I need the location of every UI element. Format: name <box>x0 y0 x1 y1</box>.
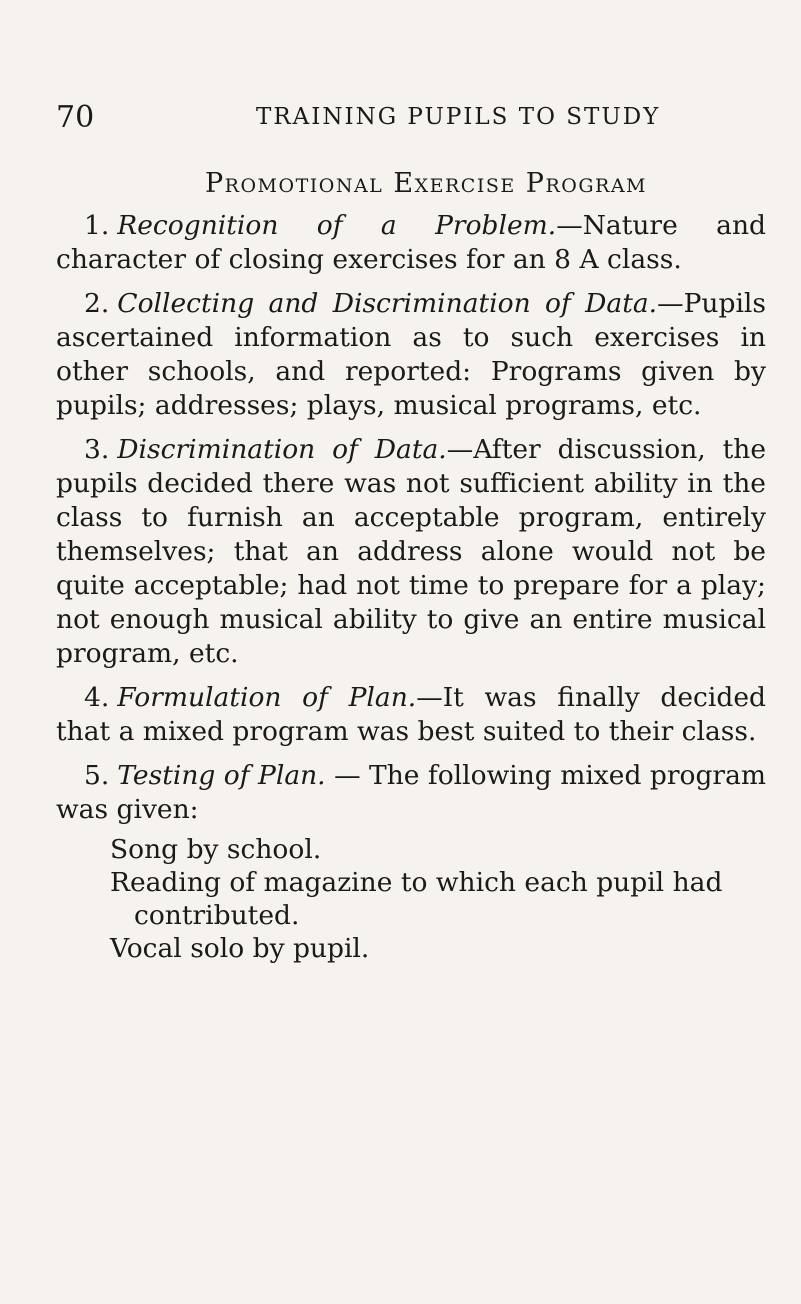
step-paragraph <box>56 287 766 423</box>
program-item: Song by school. <box>110 834 322 865</box>
step-heading: Discrimination of Data. <box>117 434 447 465</box>
section-title: Promotional Exercise Program <box>204 168 647 199</box>
step-number: 5. <box>84 760 110 791</box>
step-paragraph <box>56 759 766 827</box>
step-number: 4. <box>84 682 110 713</box>
step-text: — The following mixed program was given: <box>56 760 766 825</box>
step-text: —It was finally decided that a mixed program was best suited to their class. <box>56 682 766 747</box>
step-paragraph <box>56 681 766 749</box>
page-number: 70 <box>56 100 95 135</box>
running-title: TRAINING PUPILS TO STUDY <box>256 104 661 130</box>
step-heading: Formulation of Plan. <box>117 682 417 713</box>
step-heading: Collecting and Discrimination of Data. <box>117 288 658 319</box>
step-paragraph <box>56 209 766 277</box>
step-text: —After discussion, the pupils decided there was not sufficient ability in the class to furnish an acceptable program, entirely themselves; that an address alone would not be quite acceptable; had not time to prepare for a play; not enough musical ability to give an entire musical program, etc. <box>56 434 767 669</box>
running-head <box>56 100 766 140</box>
step-text: —Nature and character of closing exercises for an 8 A class. <box>56 210 767 275</box>
steps-list <box>56 209 766 827</box>
step-number: 2. <box>84 288 110 319</box>
step-number: 1. <box>84 210 110 241</box>
book-page <box>56 100 766 965</box>
step-heading: Recognition of a Problem. <box>117 210 557 241</box>
program-item: Reading of magazine to which each pupil had contributed. <box>110 867 723 931</box>
step-text: —Pupils ascertained information as to such exercises in other schools, and reported: Programs given by pupils; addresses; plays, musical programs, etc. <box>56 288 766 421</box>
step-paragraph <box>56 433 766 671</box>
program-item: Vocal solo by pupil. <box>110 933 370 964</box>
step-number: 3. <box>84 434 110 465</box>
program-list <box>110 833 766 965</box>
step-heading: Testing of Plan. <box>117 760 326 791</box>
